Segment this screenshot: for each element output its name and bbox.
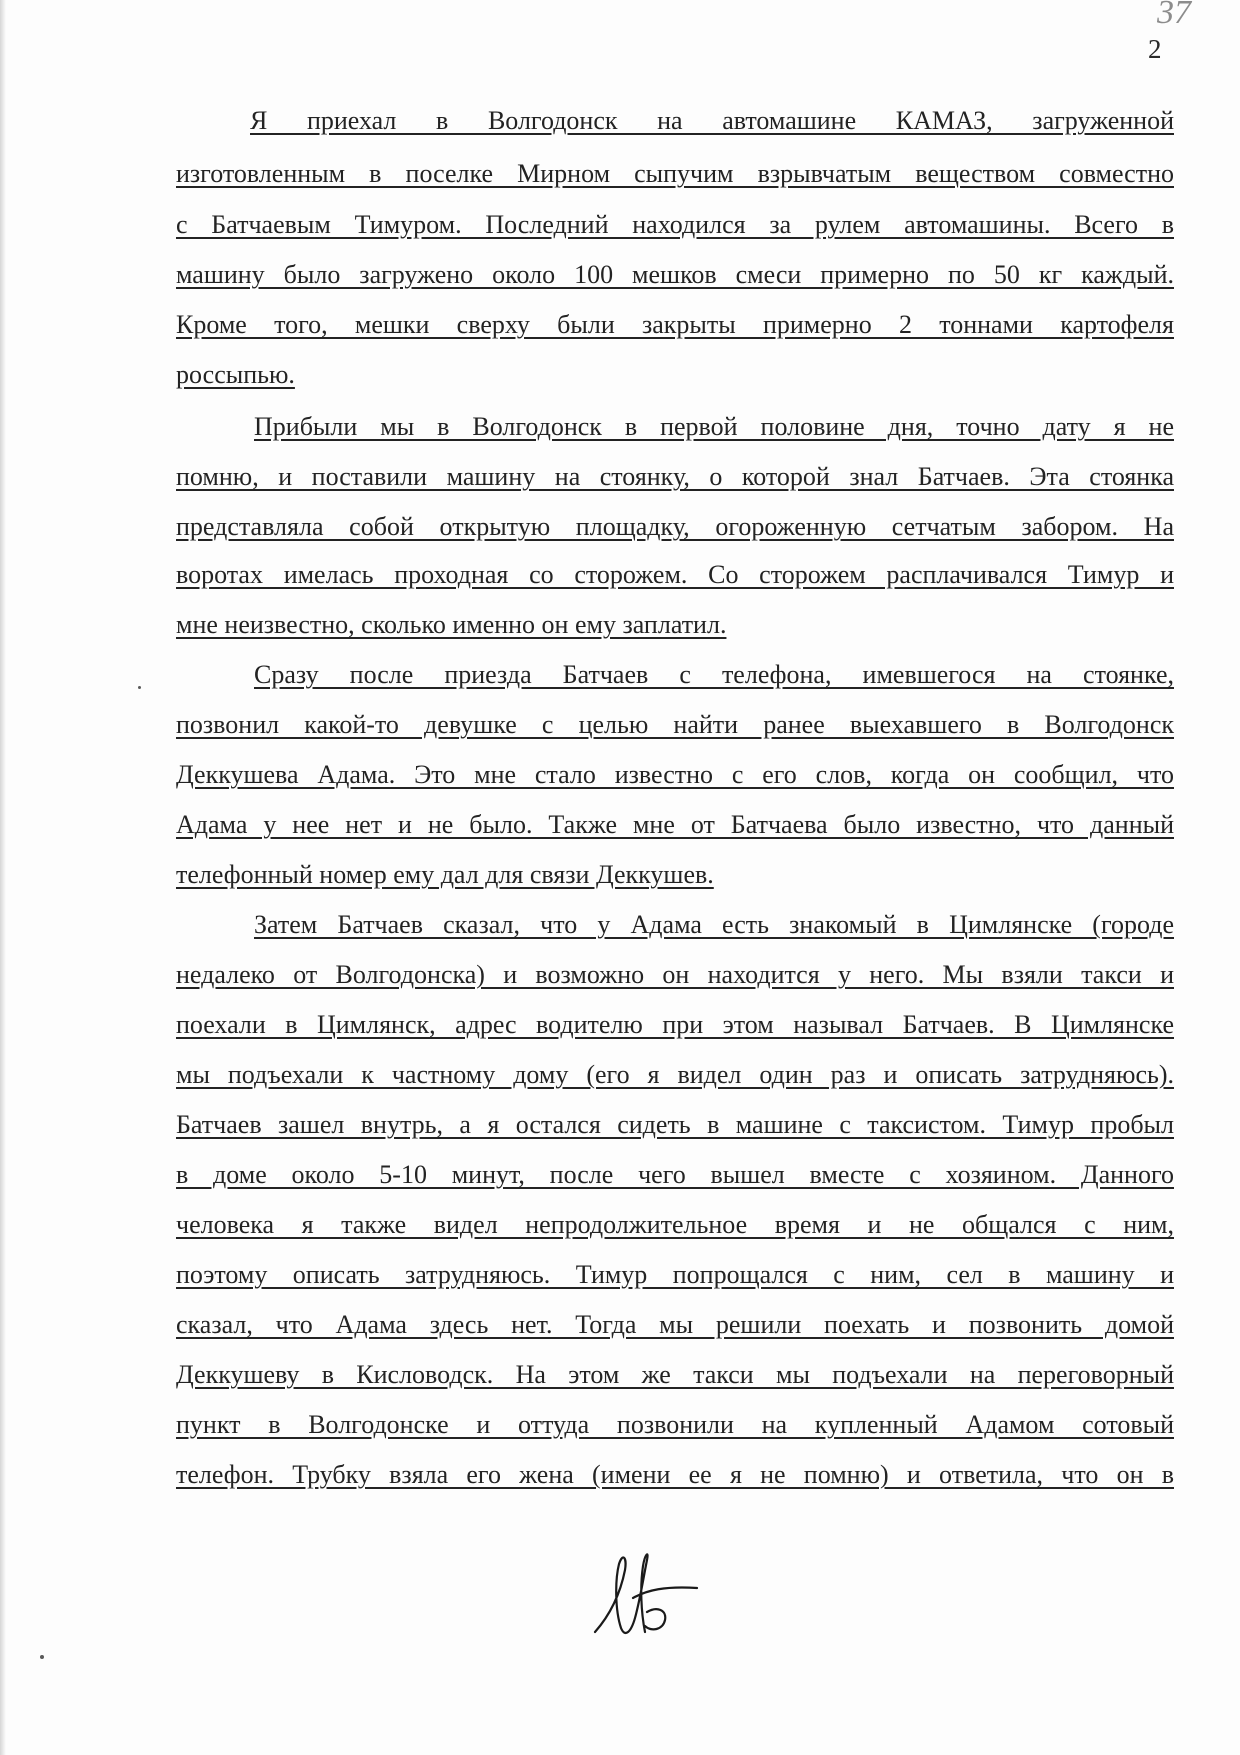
text-line: мне неизвестно, сколько именно он ему заплатил. (176, 610, 727, 639)
text-line: поехали в Цимлянск, адрес водителю при этом называл Батчаев. В Цимлянске (176, 1010, 1174, 1039)
text-line: пункт в Волгодонске и оттуда позвонили на купленный Адамом сотовый (176, 1410, 1174, 1439)
text-line: представляла собой открытую площадку, огороженную сетчатым забором. На (176, 512, 1174, 541)
scan-speck (40, 1655, 44, 1659)
text-line: с Батчаевым Тимуром. Последний находился за рулем автомашины. Всего в (176, 210, 1174, 239)
text-line: поэтому описать затрудняюсь. Тимур попрощался с ним, сел в машину и (176, 1260, 1174, 1289)
text-line: в доме около 5-10 минут, после чего вышел вместе с хозяином. Данного (176, 1160, 1174, 1189)
text-line: Адама у нее нет и не было. Также мне от Батчаева было известно, что данный (176, 810, 1174, 839)
text-line: изготовленным в поселке Мирном сыпучим взрывчатым веществом совместно (176, 159, 1174, 188)
text-line: Прибыли мы в Волгодонск в первой половине дня, точно дату я не (254, 412, 1174, 441)
scan-speck (138, 686, 141, 689)
text-line: россыпью. (176, 360, 295, 389)
text-line: помню, и поставили машину на стоянку, о которой знал Батчаев. Эта стоянка (176, 462, 1174, 491)
text-line: Батчаев зашел внутрь, а я остался сидеть в машине с таксистом. Тимур пробыл (176, 1110, 1174, 1139)
text-line: машину было загружено около 100 мешков смеси примерно по 50 кг каждый. (176, 260, 1174, 289)
text-line: сказал, что Адама здесь нет. Тогда мы решили поехать и позвонить домой (176, 1310, 1174, 1339)
text-line: мы подъехали к частному дому (его я видел один раз и описать затрудняюсь). (176, 1060, 1174, 1089)
text-line: Деккушева Адама. Это мне стало известно с его слов, когда он сообщил, что (176, 760, 1174, 789)
text-line: воротах имелась проходная со сторожем. Со сторожем расплачивался Тимур и (176, 560, 1174, 589)
text-line: телефонный номер ему дал для связи Деккушев. (176, 860, 714, 889)
text-line: Деккушеву в Кисловодск. На этом же такси мы подъехали на переговорный (176, 1360, 1174, 1389)
text-line: Затем Батчаев сказал, что у Адама есть знакомый в Цимлянске (городе (254, 910, 1174, 939)
text-line: позвонил какой-то девушке с целью найти ранее выехавшего в Волгодонск (176, 710, 1174, 739)
text-line: недалеко от Волгодонска) и возможно он находится у него. Мы взяли такси и (176, 960, 1174, 989)
text-line: Сразу после приезда Батчаев с телефона, имевшегося на стоянке, (254, 660, 1174, 689)
text-line: телефон. Трубку взяла его жена (имени ее я не помню) и ответила, что он в (176, 1460, 1174, 1489)
text-line: Я приехал в Волгодонск на автомашине КАМАЗ, загруженной (250, 106, 1174, 135)
page-number: 2 (1148, 34, 1162, 64)
handwritten-signature (585, 1540, 705, 1650)
archive-number: 37 (1157, 0, 1191, 31)
text-line: Кроме того, мешки сверху были закрыты примерно 2 тоннами картофеля (176, 310, 1174, 339)
text-line: человека я также видел непродолжительное время и не общался с ним, (176, 1210, 1174, 1239)
